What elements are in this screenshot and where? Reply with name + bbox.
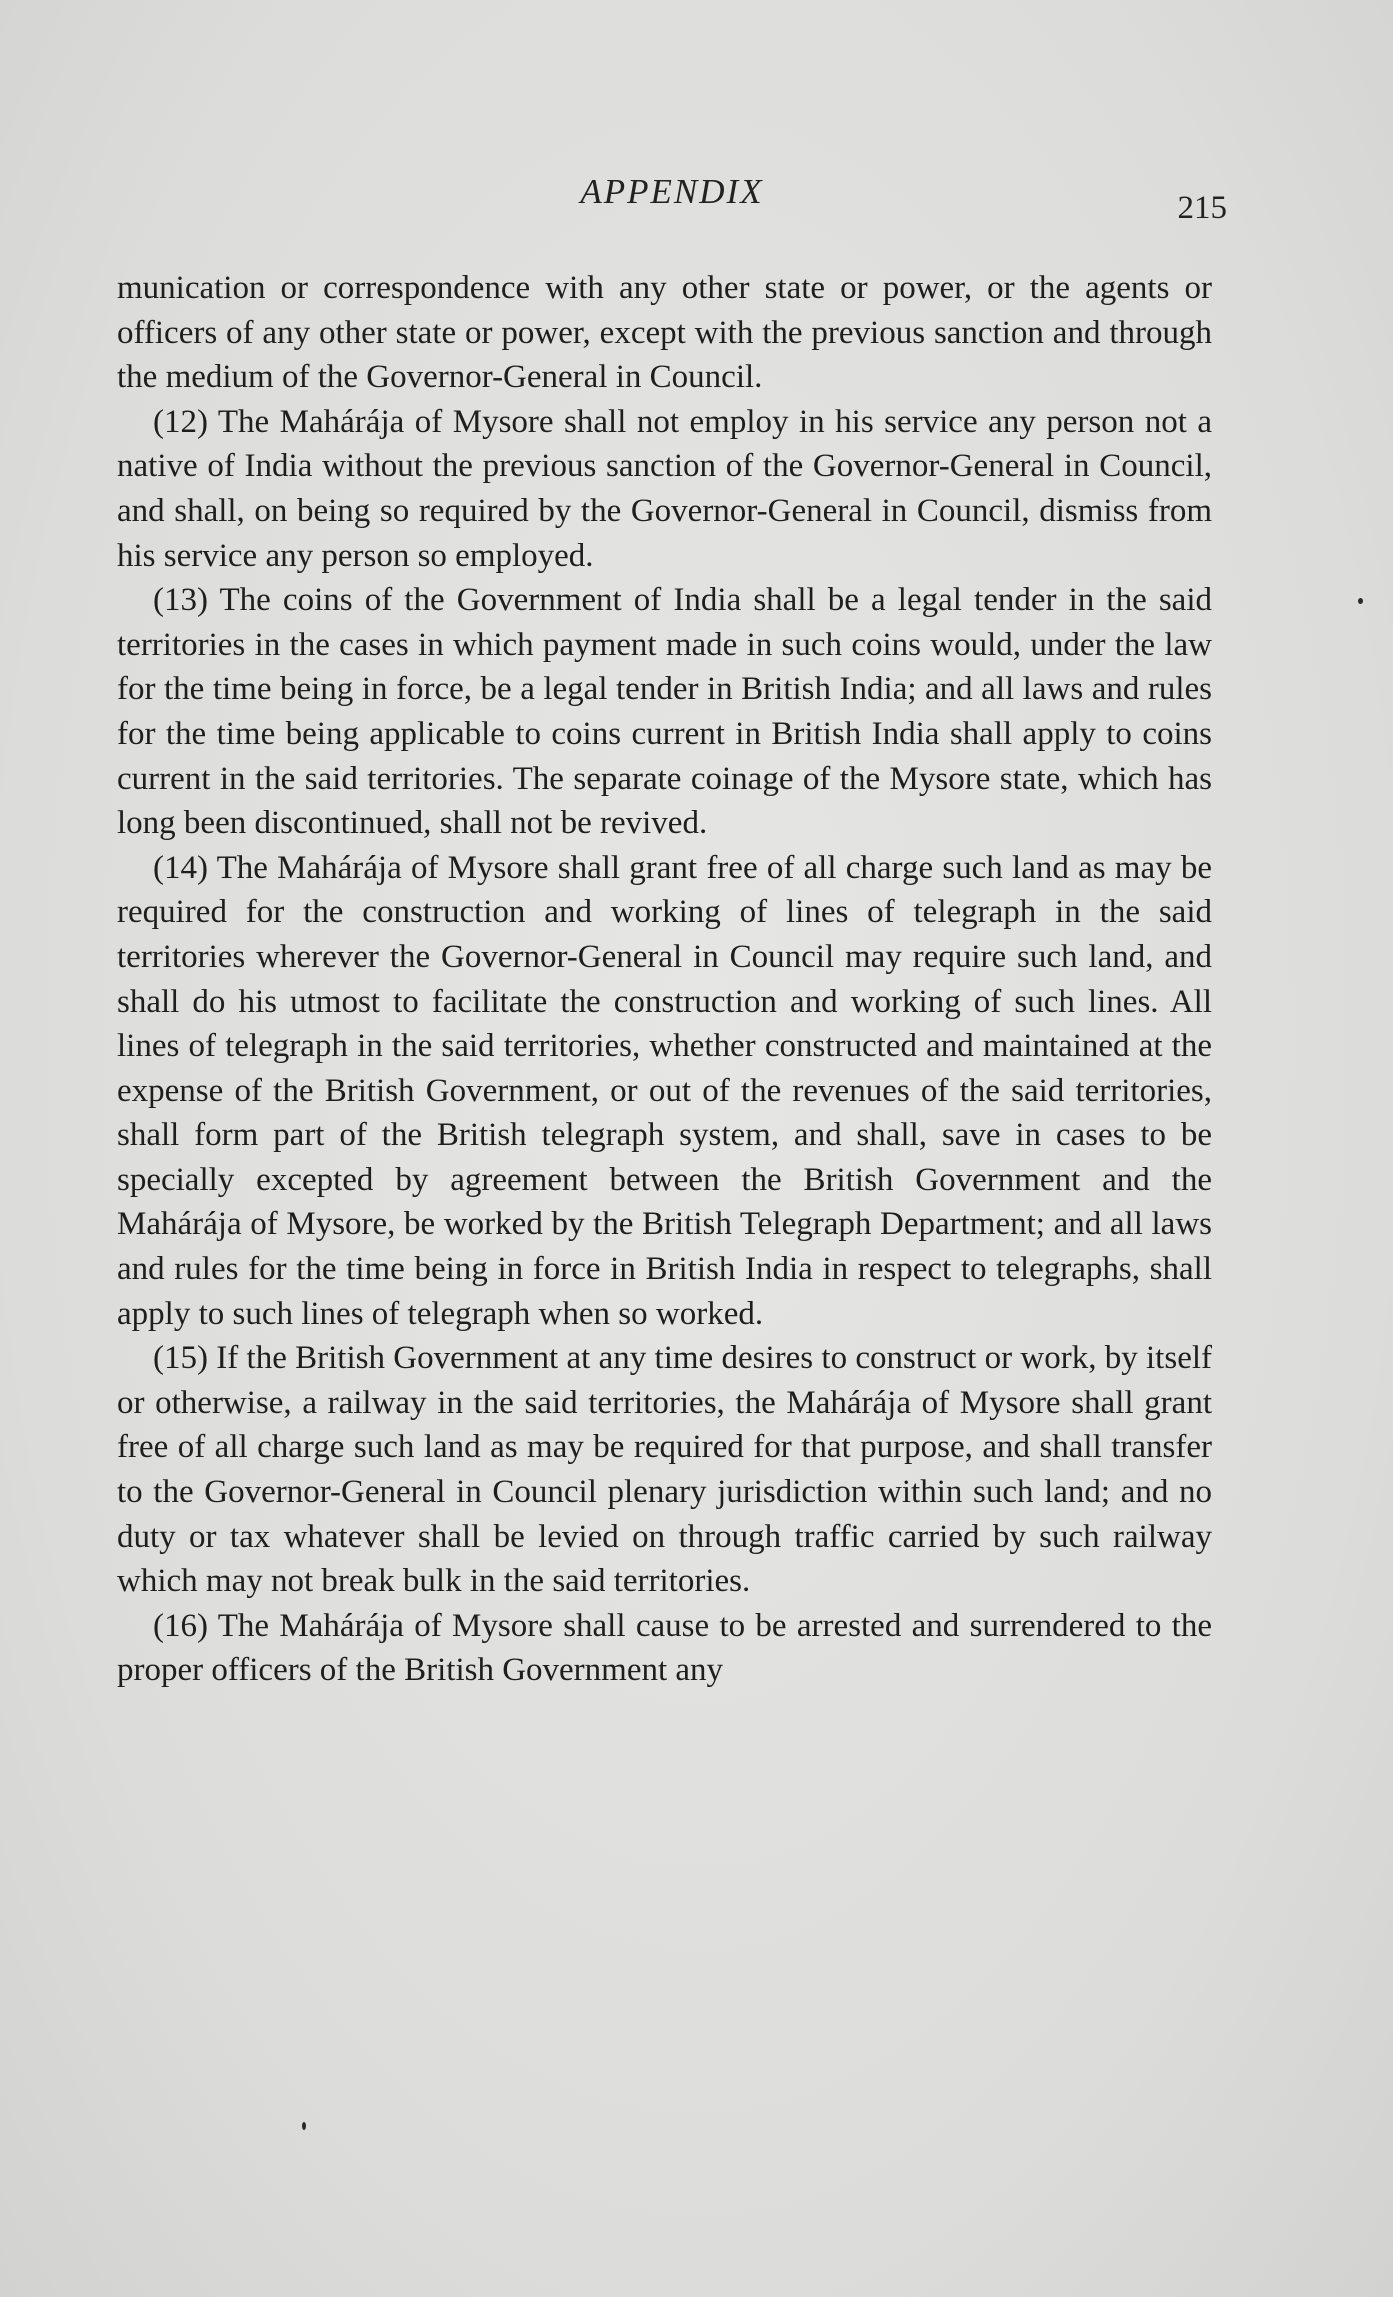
paragraph-clause-12: (12) The Mahárája of Mysore shall not employ in his service any person not a native of India without the previous sanction of the Governor-General in Council, and shall, on being so required by the Governor-General in Council, dismiss from his service any person so employed. [117,403,1212,574]
paragraph-clause-15: (15) If the British Government at any time desires to construct or work, by itself or otherwise, a railway in the said territories, the Mahárája of Mysore shall grant free of all charge such land as may be required for that purpose, and shall transfer to the Governor-General in Council plenary jurisdiction within such land; and no duty or tax whatever shall be levied on through traffic carried by such railway which may not break bulk in the said territories. [117,1340,1212,1600]
ink-speck [1358,598,1363,604]
body-text [117,266,1212,1693]
paragraph-clause-13: (13) The coins of the Government of India shall be a legal tender in the said territories in the cases in which payment made in such coins would, under the law for the time being in force, be a legal tender in British India; and all laws and rules for the time being applicable to coins current in British India shall apply to coins current in the said territories. The separate coinage of the Mysore state, which has long been discontinued, shall not be revived. [117,582,1212,842]
paragraph-continuation: munication or correspondence with any other state or power, or the agents or officers of any other state or power, except with the previous sanction and through the medium of the Governor-General in Council. [117,270,1212,396]
ink-speck [302,2122,306,2130]
paragraph-clause-16: (16) The Mahárája of Mysore shall cause to be arrested and surrendered to the proper officers of the British Government any [117,1607,1212,1689]
running-head [117,172,1227,226]
paragraph-clause-14: (14) The Mahárája of Mysore shall grant free of all charge such land as may be required for the construction and working of lines of telegraph in the said territories wherever the Governor-General in Council may require such land, and shall do his utmost to facilitate the construction and working of such lines. All lines of telegraph in the said territories, whether constructed and maintained at the expense of the British Government, or out of the revenues of the said territories, shall form part of the British telegraph system, and shall, save in cases to be specially excepted by agreement between the British Government and the Mahárája of Mysore, be worked by the British Telegraph Department; and all laws and rules for the time being in force in British India in respect to telegraphs, shall apply to such lines of telegraph when so worked. [117,849,1212,1332]
page-number: 215 [1177,190,1227,226]
running-title: APPENDIX [580,172,764,211]
